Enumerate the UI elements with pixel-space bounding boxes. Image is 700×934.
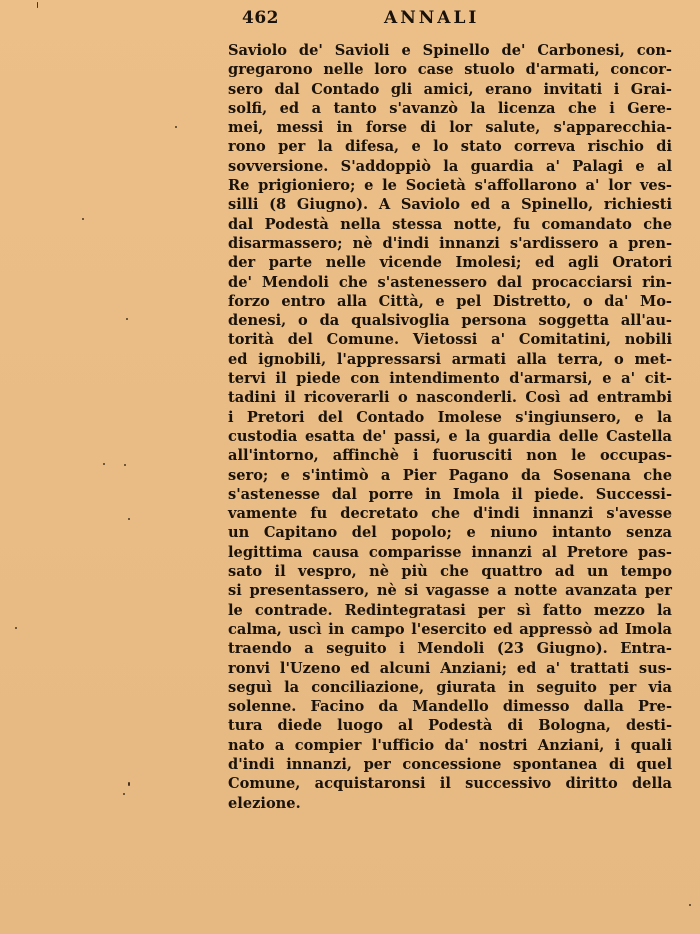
text-line: i Pretori del Contado Imolese s'ingiunsero, e la [228, 408, 672, 426]
text-line: nato a compier l'ufficio da' nostri Anziani, i quali [228, 736, 672, 754]
text-line: ronvi l'Uzeno ed alcuni Anziani; ed a' trattati sus- [228, 659, 672, 677]
text-line: all'intorno, affinchè i fuorusciti non le occupas- [228, 447, 672, 465]
text-line: forzo entro alla Città, e pel Distretto, o da' Mo- [228, 292, 672, 310]
text-line: Re prigioniero; e le Società s'affollarono a' lor ves- [228, 177, 672, 195]
text-line: si presentassero, nè si vagasse a notte avanzata per [228, 582, 672, 600]
text-line: ed ignobili, l'appressarsi armati alla terra, o met- [228, 350, 672, 368]
paper-speck [128, 518, 130, 520]
text-line: d'indi innanzi, per concessione spontanea di quel [228, 755, 672, 773]
paper-speck [124, 464, 126, 466]
text-line: traendo a seguito i Mendoli (23 Giugno). Entra- [228, 640, 672, 658]
text-line: denesi, o da qualsivoglia persona soggetta all'au- [228, 312, 672, 330]
running-title: ANNALI [384, 8, 480, 28]
text-line: tervi il piede con intendimento d'armarsi, e a' cit- [228, 370, 672, 388]
text-line: vamente fu decretato che d'indi innanzi s'avesse [228, 505, 672, 523]
text-line: sato il vespro, nè più che quattro ad un tempo [228, 563, 672, 581]
text-line: Comune, acquistaronsi il successivo diritto della [228, 775, 672, 793]
text-line: dal Podestà nella stessa notte, fu comandato che [228, 215, 672, 233]
text-line: torità del Comune. Vietossi a' Comitatini, nobili [228, 331, 672, 349]
text-line: Saviolo de' Savioli e Spinello de' Carbonesi, con- [228, 42, 672, 59]
text-line: der parte nelle vicende Imolesi; ed agli Oratori [228, 254, 672, 272]
text-line: tadini il ricoverarli o nasconderli. Così ad entrambi [228, 389, 672, 407]
text-line: sovversione. S'addoppiò la guardia a' Palagi e al [228, 157, 672, 175]
paper-speck [15, 627, 17, 629]
paper-speck [126, 318, 128, 320]
text-line: mei, messi in forse di lor salute, s'apparecchia- [228, 119, 672, 137]
text-line: seguì la conciliazione, giurata in seguito per via [228, 678, 672, 696]
paper-speck [82, 218, 84, 220]
text-line: calma, uscì in campo l'esercito ed appressò ad Imola [228, 620, 672, 638]
text-line: rono per la difesa, e lo stato correva rischio di [228, 138, 672, 156]
text-line: silli (8 Giugno). A Saviolo ed a Spinello, richiesti [228, 196, 672, 214]
text-line: gregarono nelle loro case stuolo d'armati, concor- [228, 61, 672, 79]
text-line: sero; e s'intimò a Pier Pagano da Sosenana che [228, 466, 672, 484]
text-line: tura diede luogo al Podestà di Bologna, desti- [228, 717, 672, 735]
body-text [228, 41, 672, 813]
page-number: 462 [242, 8, 279, 28]
text-line: s'astenesse dal porre in Imola il piede. Successi- [228, 485, 672, 503]
text-line: legittima causa comparisse innanzi al Pretore pas- [228, 543, 672, 561]
text-line: sero dal Contado gli amici, erano invitati i Grai- [228, 80, 672, 98]
paper-speck [128, 782, 130, 786]
text-line: un Capitano del popolo; e niuno intanto senza [228, 524, 672, 542]
page-header [0, 8, 700, 32]
text-line: le contrade. Redintegratasi per sì fatto mezzo la [228, 601, 672, 619]
text-line: custodia esatta de' passi, e la guardia delle Castella [228, 427, 672, 445]
text-line: solfi, ed a tanto s'avanzò la licenza che i Gere- [228, 99, 672, 117]
paper-speck [123, 793, 125, 795]
text-line: disarmassero; nè d'indi innanzi s'ardissero a pren- [228, 234, 672, 252]
paper-speck [37, 2, 38, 8]
text-line: de' Mendoli che s'astenessero dal procacciarsi rin- [228, 273, 672, 291]
paper-speck [103, 463, 105, 465]
text-line: solenne. Facino da Mandello dimesso dalla Pre- [228, 698, 672, 716]
text-line: elezione. [228, 794, 301, 812]
paper-speck [175, 126, 177, 128]
paper-speck [689, 904, 691, 906]
